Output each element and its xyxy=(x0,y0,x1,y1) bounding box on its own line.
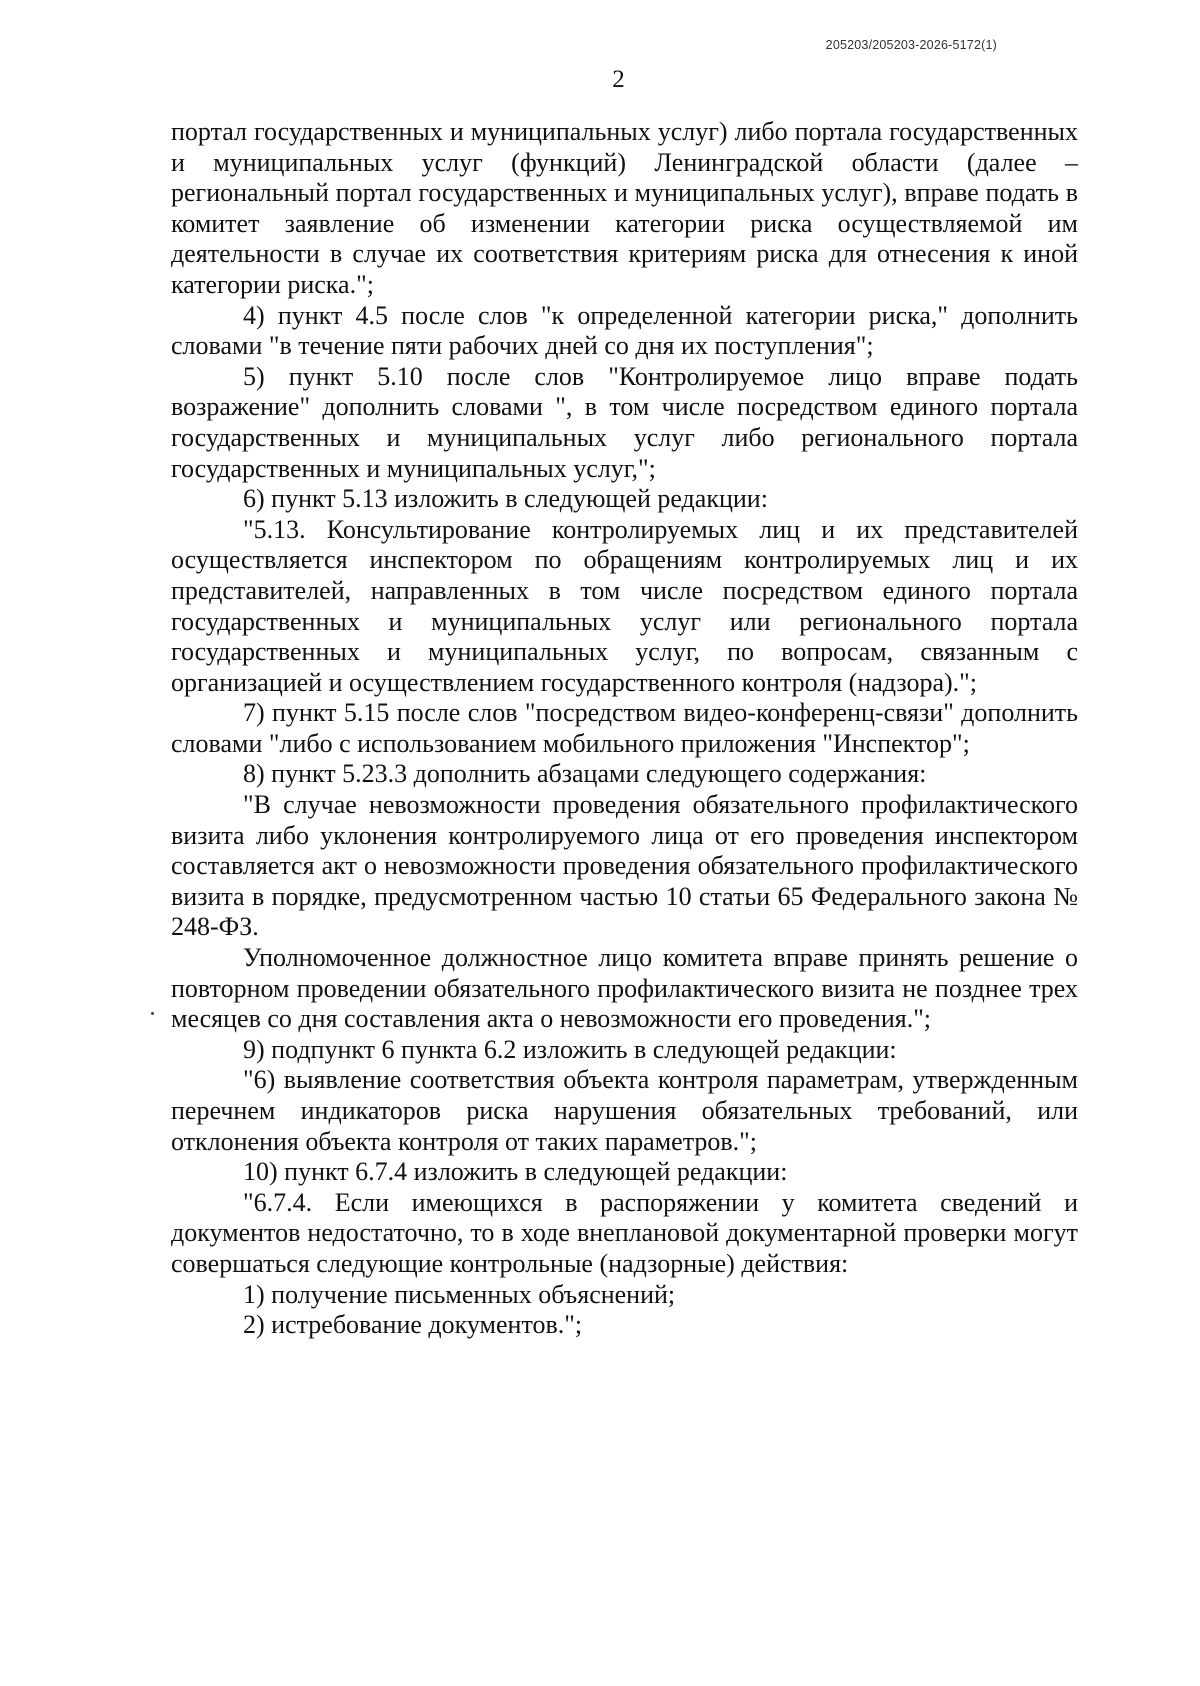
paragraph-8: "В случае невозможности проведения обязательного профилактического визита либо уклонения контролируемого лица от его проведения инспектором составляется акт о невозможности проведения обязательного профилактического визита в порядке, предусмотренном частью 10 статьи 65 Федерального закона № 248-ФЗ. xyxy=(171,790,1078,942)
document-id: 205203/205203-2026-5172(1) xyxy=(825,38,997,52)
paragraph-5: "5.13. Консультирование контролируемых лиц и их представителей осуществляется инспектором по обращениям контролируемых лиц и их представителей, направленных в том числе посредством единого портала государственных и муниципальных услуг или регионального портала государственных и муниципальных услуг, по вопросам, связанным с организацией и осуществлением государственного контроля (надзора)."; xyxy=(171,514,1078,697)
paragraph-15: 2) истребование документов."; xyxy=(243,1310,583,1340)
paragraph-14: 1) получение письменных объяснений; xyxy=(243,1279,676,1309)
paragraph-13: "6.7.4. Если имеющихся в распоряжении у комитета сведений и документов недостаточно, то в ходе внеплановой документарной проверки могут совершаться следующие контрольные (надзорные) действия: xyxy=(171,1187,1078,1278)
paragraph-6: 7) пункт 5.15 после слов "посредством видео-конференц-связи" дополнить словами "либо с использованием мобильного приложения "Инспектор"; xyxy=(171,698,1078,758)
paragraph-9: Уполномоченное должностное лицо комитета вправе принять решение о повторном проведении обязательного профилактического визита не позднее трех месяцев со дня составления акта о невозможности его проведения."; xyxy=(171,943,1078,1034)
paragraph-1: портал государственных и муниципальных услуг) либо портала государственных и муниципальных услуг (функций) Ленинградской области (далее – региональный портал государственных и муниципальных услуг), вправе подать в комитет заявление об изменении категории риска осуществляемой им деятельности в случае их соответствия критериям риска для отнесения к иной категории риска."; xyxy=(171,117,1078,299)
paragraph-4: 6) пункт 5.13 изложить в следующей редакции: xyxy=(243,484,768,514)
page-number: 2 xyxy=(612,66,625,93)
document-body xyxy=(171,117,1078,1341)
scan-artifact xyxy=(151,1012,154,1015)
paragraph-7: 8) пункт 5.23.3 дополнить абзацами следующего содержания: xyxy=(243,759,927,789)
paragraph-10: 9) подпункт 6 пункта 6.2 изложить в следующей редакции: xyxy=(243,1034,897,1064)
paragraph-12: 10) пункт 6.7.4 изложить в следующей редакции: xyxy=(243,1157,788,1187)
paragraph-3: 5) пункт 5.10 после слов "Контролируемое лицо вправе подать возражение" дополнить словами ", в том числе посредством единого портала государственных и муниципальных услуг либо регионального портала государственных и муниципальных услуг,"; xyxy=(171,361,1078,483)
paragraph-11: "6) выявление соответствия объекта контроля параметрам, утвержденным перечнем индикаторов риска нарушения обязательных требований, или отклонения объекта контроля от таких параметров."; xyxy=(171,1065,1078,1156)
paragraph-2: 4) пункт 4.5 после слов "к определенной категории риска," дополнить словами "в течение пяти рабочих дней со дня их поступления"; xyxy=(171,300,1078,361)
